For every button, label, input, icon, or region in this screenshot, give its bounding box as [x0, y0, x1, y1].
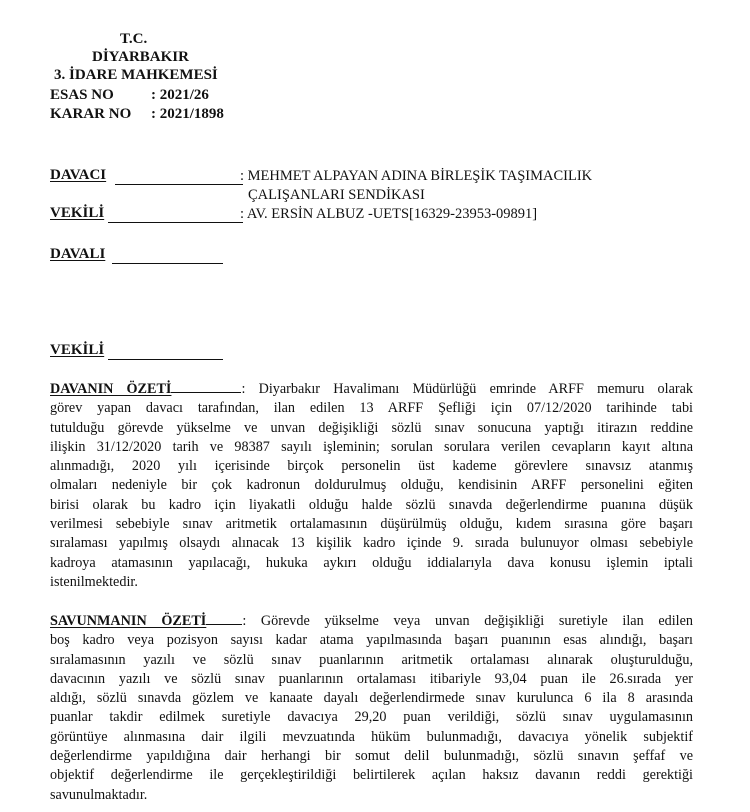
ozet-line: istenilmektedir. — [50, 573, 138, 590]
ozet-line: kadroya atamasının yapılacağı, hukuka aykırı olduğu iddialarıyla dava konusu işlemin iptali — [50, 554, 693, 571]
ozet-line: sıralaması yapılmış olsaydı alınacak 13 kişilik kadro içinde 9. sırada bulunuyor olması sebebiyle — [50, 535, 693, 552]
ozet-line: birisi olarak bu kadro için liyakatli olduğu halde sözlü sınavda değerlendirme puanına düşük — [50, 496, 693, 513]
savunma-line: davacının yazılı ve sözlü sınav puanlarının ortalaması itibariyle 93,04 puan ile 26.sırada yer — [50, 670, 693, 687]
ozet-line: görev yapan davacı tarafından, ilan edilen 13 ARFF Şefliği için 07/12/2020 tarihinde tabi — [50, 400, 693, 417]
ozet-line: : Diyarbakır Havalimanı Müdürlüğü emrinde ARFF memuru olarak — [241, 381, 693, 397]
ozet-line: tutulduğu görevde yükselme ve unvan değişikliği sözlü sınav sonucuna yaptığı itirazın reddine — [50, 419, 693, 436]
savunma-line: görüntüye alınmasına dair ilgili mevzuatında hüküm bulunmadığı, davacıya yönelik subjektif — [50, 728, 693, 745]
ozet-line: ilişkin 31/12/2020 tarih ve 98387 sayılı işleminin; sorulan sorulara verilen cevapların kayıt altına — [50, 438, 693, 455]
esas-value: : 2021/26 — [151, 87, 209, 103]
savunmanin-ozeti-paragraph — [50, 612, 693, 805]
savunma-line: değerlendirme yapıldığına dair herhangi bir somut delil bulunmadığı, sözlü sınavın şeffaf ve — [50, 748, 693, 765]
ozet-line: alınmadığı, 2020 yılı içerisinde birçok personelin üst kademe görevlere sınavsız atanmış — [50, 458, 693, 475]
savunma-line: sıralamasının yazılı ve sözlü sınav puanlarının aritmetik ortalaması alınarak oluşturulduğu, — [50, 651, 693, 668]
vekili-underline — [108, 222, 243, 223]
davaci-value-line1: : MEHMET ALPAYAN ADINA BİRLEŞİK TAŞIMACILIK — [240, 168, 593, 184]
vekili-label-2: VEKİLİ — [50, 342, 105, 358]
esas-label: ESAS NO — [50, 87, 114, 103]
davali-underline — [112, 263, 223, 264]
vekili-underline-2 — [108, 359, 223, 360]
savunma-line: : Görevde yükselme veya unvan değişikliği suretiyle ilan edilen — [242, 613, 693, 629]
savunmanin-ozeti-heading: SAVUNMANIN ÖZETİ — [50, 613, 207, 629]
davanin-ozeti-heading: DAVANIN ÖZETİ — [50, 381, 172, 397]
vekili-label: VEKİLİ — [50, 205, 105, 221]
davaci-label: DAVACI — [50, 167, 107, 183]
savunma-line: aldığı, sözlü sınavda gözlem ve kanaate dayalı değerlendirmede sınav kurulunca 6 ila 8 arasında — [50, 690, 693, 707]
davali-label: DAVALI — [50, 246, 106, 262]
karar-value: : 2021/1898 — [151, 106, 224, 122]
savunma-line: savunulmaktadır. — [50, 786, 148, 803]
header-tc: T.C. — [120, 31, 148, 47]
header-court: 3. İDARE MAHKEMESİ — [54, 67, 218, 83]
savunma-line: objektif değerlendirme ile gerçekleştirildiği belirtilerek açılan haksız davanın reddi gerektiği — [50, 767, 693, 784]
davanin-ozeti-paragraph — [50, 380, 693, 592]
vekili-value: : AV. ERSİN ALBUZ -UETS[16329-23953-09891] — [240, 206, 538, 222]
header-city: DİYARBAKIR — [92, 49, 189, 65]
savunma-line: puanlar takdir edilmek suretiyle davacıya 29,20 puan verildiği, sözlü sınav uygulamasının — [50, 709, 693, 726]
savunma-line: boş kadro veya pozisyon sayısı kadar atama yapılmasında başarı puanının esas alındığı, başarı — [50, 632, 693, 649]
davaci-underline — [115, 184, 243, 185]
davaci-value-line2: ÇALIŞANLARI SENDİKASI — [248, 187, 425, 203]
davanin-ozeti-underline — [171, 380, 241, 393]
karar-label: KARAR NO — [50, 106, 132, 122]
ozet-line: verilmesi sebebiyle sınav aritmetik ortalamasının düşürülmüş olduğu, kıdem sırasına göre başarı — [50, 516, 693, 533]
ozet-line: olmaları nedeniyle bir çok kadronun doldurulmuş olduğu, kendisinin ARFF personelini eğiten — [50, 477, 693, 494]
savunmanin-ozeti-underline — [206, 612, 242, 625]
